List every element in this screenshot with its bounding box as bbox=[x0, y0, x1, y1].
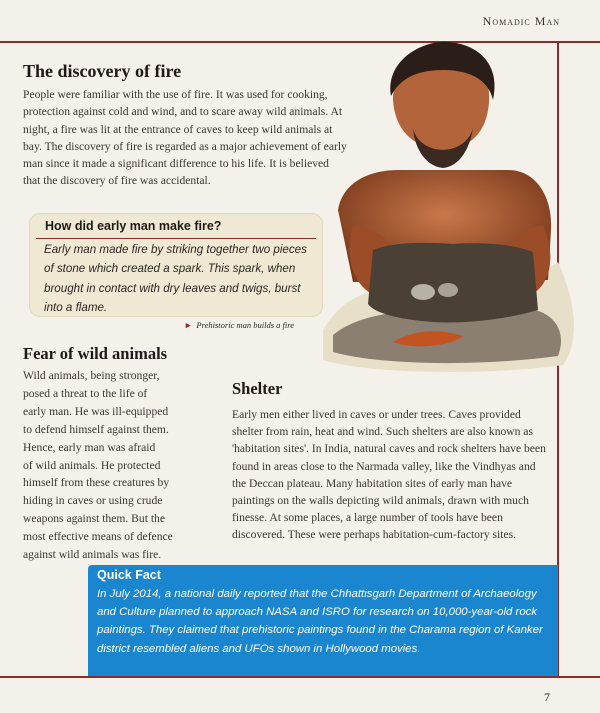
wild-animals-line: posed a threat to the life of bbox=[23, 386, 148, 400]
wild-animals-line: most effective means of defence bbox=[23, 530, 173, 544]
question-box-divider bbox=[36, 238, 316, 239]
illustration-caption bbox=[184, 320, 294, 330]
wild-animals-heading: Fear of wild animals bbox=[23, 344, 168, 363]
wild-animals-paragraph bbox=[23, 367, 218, 564]
wild-animals-line: Hence, early man was afraid bbox=[23, 440, 156, 454]
fire-heading: The discovery of fire bbox=[23, 61, 182, 81]
quick-fact-box bbox=[88, 565, 558, 676]
caption-text: Prehistoric man builds a fire bbox=[196, 320, 295, 330]
wild-animals-line: himself from these creatures by bbox=[23, 476, 170, 490]
shelter-paragraph: Early men either lived in caves or under trees. Caves provided shelter from rain, heat and wind. Such shelters are also known as 'habitation sites'. In India, natural caves and rock shelters have been found in areas close to the Narmada valley, like the Vindhyas and the Deccan plateau. Many habitation sites of early man have paintings on the walls depicting wild animals, drawn with much finesse. At some places, a large number of tools have been discovered. These were perhaps habitation-cum-factory sites. bbox=[232, 408, 546, 542]
question-box bbox=[30, 214, 322, 316]
quick-fact-title: Quick Fact bbox=[97, 568, 161, 582]
wild-animals-line: Wild animals, being stronger, bbox=[23, 369, 160, 382]
shelter-heading: Shelter bbox=[232, 379, 283, 398]
wild-animals-line: of wild animals. He protected bbox=[23, 458, 161, 472]
frame-bottom-border bbox=[0, 676, 600, 678]
wild-animals-line: to defend himself against them. bbox=[23, 422, 169, 436]
page-number: 7 bbox=[544, 690, 550, 704]
question-box-title: How did early man make fire? bbox=[45, 219, 222, 233]
wild-animals-line: early man. He was ill-equipped bbox=[23, 404, 169, 418]
fire-paragraph: People were familiar with the use of fire. It was used for cooking, protection against cold and wind, and to scare away wild animals. At night, a fire was lit at the entrance of caves to keep wild animals at bay. The discovery of fire is regarded as a major achievement of early man since it made a significant difference to his life. It is believed that the discovery of fire was accidental. bbox=[23, 88, 347, 188]
wild-animals-line: weapons against them. But the bbox=[23, 512, 165, 526]
page-header-label: Nomadic Man bbox=[482, 14, 560, 28]
wild-animals-line: hiding in caves or using crude bbox=[23, 494, 163, 508]
wild-animals-line: against wild animals was fire. bbox=[23, 548, 162, 562]
prehistoric-man-illustration bbox=[313, 30, 588, 375]
caption-arrow-icon: ► bbox=[184, 320, 193, 330]
quick-fact-text: In July 2014, a national daily reported that the Chhattisgarh Department of Archaeology and Culture planned to approach NASA and ISRO for research on 10,000-year-old rock paintings. They claimed that prehistoric paintings found in the Charama region of Kanker district resembled aliens and UFOs shown in Hollywood movies. bbox=[97, 588, 543, 655]
question-box-text: Early man made fire by striking together two pieces of stone which created a spark. This spark, when brought in contact with dry leaves and twigs, burst into a flame. bbox=[44, 243, 307, 314]
